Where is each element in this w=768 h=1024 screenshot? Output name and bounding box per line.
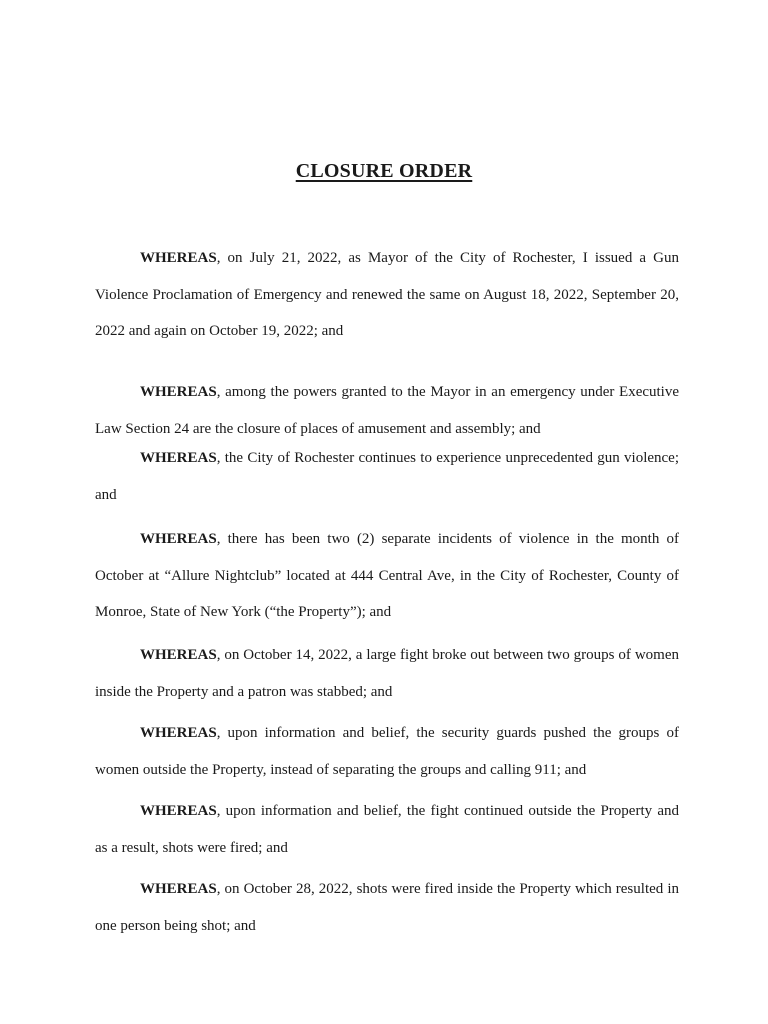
- whereas-paragraph: [95, 715, 679, 788]
- whereas-paragraph: [95, 521, 679, 631]
- paragraph-text: , there has been two (2) separate incidents of violence in the month of October at “Allure Nightclub” located at 444 Central Ave, in the City of Rochester, County of Monroe, State of New York (“the Property”); and: [95, 531, 679, 620]
- paragraph-text: , the City of Rochester continues to experience unprecedented gun violence; and: [95, 450, 679, 503]
- paragraph-text: , on October 14, 2022, a large fight broke out between two groups of women inside the Property and a patron was stabbed; and: [95, 647, 679, 700]
- whereas-lead: WHEREAS: [140, 881, 217, 897]
- whereas-paragraph: [95, 793, 679, 866]
- document-title: CLOSURE ORDER: [295, 160, 473, 182]
- whereas-lead: WHEREAS: [140, 384, 217, 400]
- whereas-lead: WHEREAS: [140, 647, 217, 663]
- whereas-lead: WHEREAS: [140, 250, 217, 266]
- paragraph-text: , upon information and belief, the fight continued outside the Property and as a result, shots were fired; and: [95, 803, 679, 856]
- whereas-paragraph: [95, 240, 679, 350]
- whereas-paragraph: [95, 637, 679, 710]
- whereas-lead: WHEREAS: [140, 725, 217, 741]
- whereas-lead: WHEREAS: [140, 803, 217, 819]
- whereas-paragraph: [95, 871, 679, 944]
- paragraph-text: , on July 21, 2022, as Mayor of the City of Rochester, I issued a Gun Violence Proclamation of Emergency and renewed the same on August 18, 2022, September 20, 2022 and again on October 19, 2022; and: [95, 250, 679, 339]
- whereas-paragraph: [95, 440, 679, 513]
- whereas-lead: WHEREAS: [140, 450, 217, 466]
- paragraph-text: , upon information and belief, the security guards pushed the groups of women outside the Property, instead of separating the groups and calling 911; and: [95, 725, 679, 778]
- whereas-paragraph: [95, 374, 679, 447]
- paragraph-text: , among the powers granted to the Mayor in an emergency under Executive Law Section 24 are the closure of places of amusement and assembly; and: [95, 384, 679, 437]
- whereas-lead: WHEREAS: [140, 531, 217, 547]
- paragraph-text: , on October 28, 2022, shots were fired inside the Property which resulted in one person being shot; and: [95, 881, 679, 934]
